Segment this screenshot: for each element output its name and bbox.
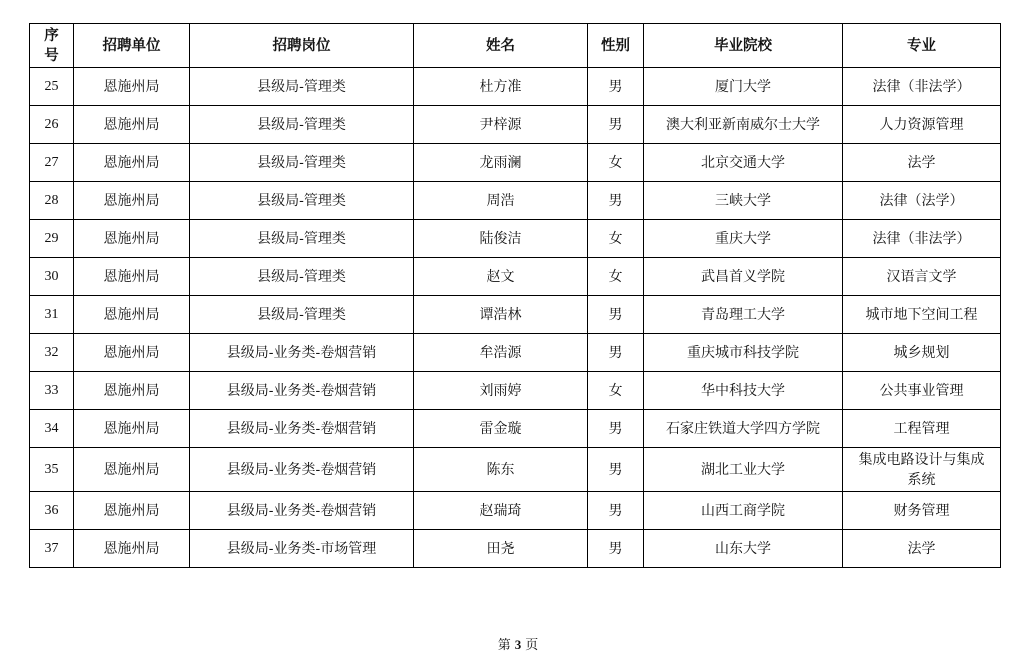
roster-table bbox=[29, 23, 1001, 568]
cell-unit: 恩施州局 bbox=[74, 492, 190, 530]
cell-name: 谭浩林 bbox=[414, 296, 588, 334]
cell-seq: 32 bbox=[30, 334, 74, 372]
cell-position: 县级局-管理类 bbox=[190, 258, 414, 296]
footer-suffix: 页 bbox=[525, 638, 539, 653]
cell-unit: 恩施州局 bbox=[74, 448, 190, 492]
cell-gender: 男 bbox=[588, 492, 644, 530]
cell-unit: 恩施州局 bbox=[74, 296, 190, 334]
cell-seq: 34 bbox=[30, 410, 74, 448]
cell-unit: 恩施州局 bbox=[74, 144, 190, 182]
cell-position: 县级局-管理类 bbox=[190, 296, 414, 334]
cell-position: 县级局-业务类-市场管理 bbox=[190, 530, 414, 568]
cell-school: 山西工商学院 bbox=[644, 492, 843, 530]
cell-name: 尹梓源 bbox=[414, 106, 588, 144]
cell-school: 湖北工业大学 bbox=[644, 448, 843, 492]
cell-major: 城乡规划 bbox=[843, 334, 1001, 372]
cell-gender: 男 bbox=[588, 296, 644, 334]
cell-gender: 男 bbox=[588, 68, 644, 106]
cell-name: 牟浩源 bbox=[414, 334, 588, 372]
cell-school: 石家庄铁道大学四方学院 bbox=[644, 410, 843, 448]
cell-school: 重庆大学 bbox=[644, 220, 843, 258]
cell-name: 雷金璇 bbox=[414, 410, 588, 448]
cell-major: 汉语言文学 bbox=[843, 258, 1001, 296]
cell-unit: 恩施州局 bbox=[74, 106, 190, 144]
cell-seq: 25 bbox=[30, 68, 74, 106]
cell-major: 法律（非法学） bbox=[843, 220, 1001, 258]
page-footer bbox=[0, 636, 1036, 655]
cell-major: 公共事业管理 bbox=[843, 372, 1001, 410]
cell-school: 青岛理工大学 bbox=[644, 296, 843, 334]
table-row bbox=[30, 258, 1001, 296]
header-gender: 性别 bbox=[588, 24, 644, 68]
cell-school: 武昌首义学院 bbox=[644, 258, 843, 296]
cell-name: 赵瑞琦 bbox=[414, 492, 588, 530]
cell-gender: 男 bbox=[588, 448, 644, 492]
table-row bbox=[30, 182, 1001, 220]
cell-major: 财务管理 bbox=[843, 492, 1001, 530]
cell-name: 田尧 bbox=[414, 530, 588, 568]
cell-seq: 29 bbox=[30, 220, 74, 258]
table-row bbox=[30, 334, 1001, 372]
table-row bbox=[30, 144, 1001, 182]
cell-gender: 男 bbox=[588, 334, 644, 372]
cell-seq: 28 bbox=[30, 182, 74, 220]
table-row bbox=[30, 68, 1001, 106]
header-unit: 招聘单位 bbox=[74, 24, 190, 68]
cell-school: 厦门大学 bbox=[644, 68, 843, 106]
cell-gender: 女 bbox=[588, 220, 644, 258]
cell-unit: 恩施州局 bbox=[74, 530, 190, 568]
cell-name: 陈东 bbox=[414, 448, 588, 492]
cell-major: 法学 bbox=[843, 144, 1001, 182]
cell-unit: 恩施州局 bbox=[74, 410, 190, 448]
table-row bbox=[30, 296, 1001, 334]
cell-gender: 男 bbox=[588, 410, 644, 448]
cell-school: 澳大利亚新南威尔士大学 bbox=[644, 106, 843, 144]
cell-gender: 女 bbox=[588, 372, 644, 410]
cell-major: 法律（非法学） bbox=[843, 68, 1001, 106]
table-row bbox=[30, 106, 1001, 144]
cell-position: 县级局-业务类-卷烟营销 bbox=[190, 410, 414, 448]
cell-seq: 27 bbox=[30, 144, 74, 182]
cell-seq: 33 bbox=[30, 372, 74, 410]
table-row bbox=[30, 530, 1001, 568]
cell-seq: 30 bbox=[30, 258, 74, 296]
cell-position: 县级局-管理类 bbox=[190, 182, 414, 220]
cell-gender: 男 bbox=[588, 106, 644, 144]
table-row bbox=[30, 220, 1001, 258]
cell-major: 人力资源管理 bbox=[843, 106, 1001, 144]
cell-unit: 恩施州局 bbox=[74, 220, 190, 258]
cell-unit: 恩施州局 bbox=[74, 182, 190, 220]
cell-gender: 男 bbox=[588, 182, 644, 220]
header-seq-char-1: 序 bbox=[44, 26, 59, 44]
cell-major: 法学 bbox=[843, 530, 1001, 568]
table-row bbox=[30, 410, 1001, 448]
cell-position: 县级局-管理类 bbox=[190, 220, 414, 258]
cell-position: 县级局-业务类-卷烟营销 bbox=[190, 334, 414, 372]
cell-position: 县级局-业务类-卷烟营销 bbox=[190, 372, 414, 410]
cell-unit: 恩施州局 bbox=[74, 334, 190, 372]
cell-seq: 37 bbox=[30, 530, 74, 568]
cell-unit: 恩施州局 bbox=[74, 258, 190, 296]
cell-position: 县级局-业务类-卷烟营销 bbox=[190, 448, 414, 492]
cell-major: 法律（法学） bbox=[843, 182, 1001, 220]
cell-school: 重庆城市科技学院 bbox=[644, 334, 843, 372]
header-name: 姓名 bbox=[414, 24, 588, 68]
cell-unit: 恩施州局 bbox=[74, 68, 190, 106]
cell-seq: 26 bbox=[30, 106, 74, 144]
cell-major: 工程管理 bbox=[843, 410, 1001, 448]
cell-name: 龙雨澜 bbox=[414, 144, 588, 182]
table-row bbox=[30, 372, 1001, 410]
cell-position: 县级局-业务类-卷烟营销 bbox=[190, 492, 414, 530]
header-major: 专业 bbox=[843, 24, 1001, 68]
cell-major: 城市地下空间工程 bbox=[843, 296, 1001, 334]
cell-school: 三峡大学 bbox=[644, 182, 843, 220]
header-seq bbox=[30, 24, 74, 68]
cell-position: 县级局-管理类 bbox=[190, 144, 414, 182]
cell-name: 刘雨婷 bbox=[414, 372, 588, 410]
cell-name: 周浩 bbox=[414, 182, 588, 220]
cell-name: 陆俊洁 bbox=[414, 220, 588, 258]
cell-school: 山东大学 bbox=[644, 530, 843, 568]
header-row bbox=[30, 24, 1001, 68]
cell-unit: 恩施州局 bbox=[74, 372, 190, 410]
cell-school: 华中科技大学 bbox=[644, 372, 843, 410]
cell-name: 杜方准 bbox=[414, 68, 588, 106]
cell-seq: 36 bbox=[30, 492, 74, 530]
cell-gender: 女 bbox=[588, 144, 644, 182]
cell-school: 北京交通大学 bbox=[644, 144, 843, 182]
cell-seq: 31 bbox=[30, 296, 74, 334]
header-position: 招聘岗位 bbox=[190, 24, 414, 68]
table-row bbox=[30, 492, 1001, 530]
cell-position: 县级局-管理类 bbox=[190, 106, 414, 144]
table-row bbox=[30, 448, 1001, 492]
cell-major: 集成电路设计与集成系统 bbox=[843, 448, 1001, 492]
cell-gender: 男 bbox=[588, 530, 644, 568]
header-school: 毕业院校 bbox=[644, 24, 843, 68]
cell-name: 赵文 bbox=[414, 258, 588, 296]
footer-prefix: 第 bbox=[497, 638, 511, 653]
cell-seq: 35 bbox=[30, 448, 74, 492]
cell-gender: 女 bbox=[588, 258, 644, 296]
cell-position: 县级局-管理类 bbox=[190, 68, 414, 106]
page-number: 3 bbox=[514, 637, 522, 652]
header-seq-char-2: 号 bbox=[44, 46, 59, 64]
